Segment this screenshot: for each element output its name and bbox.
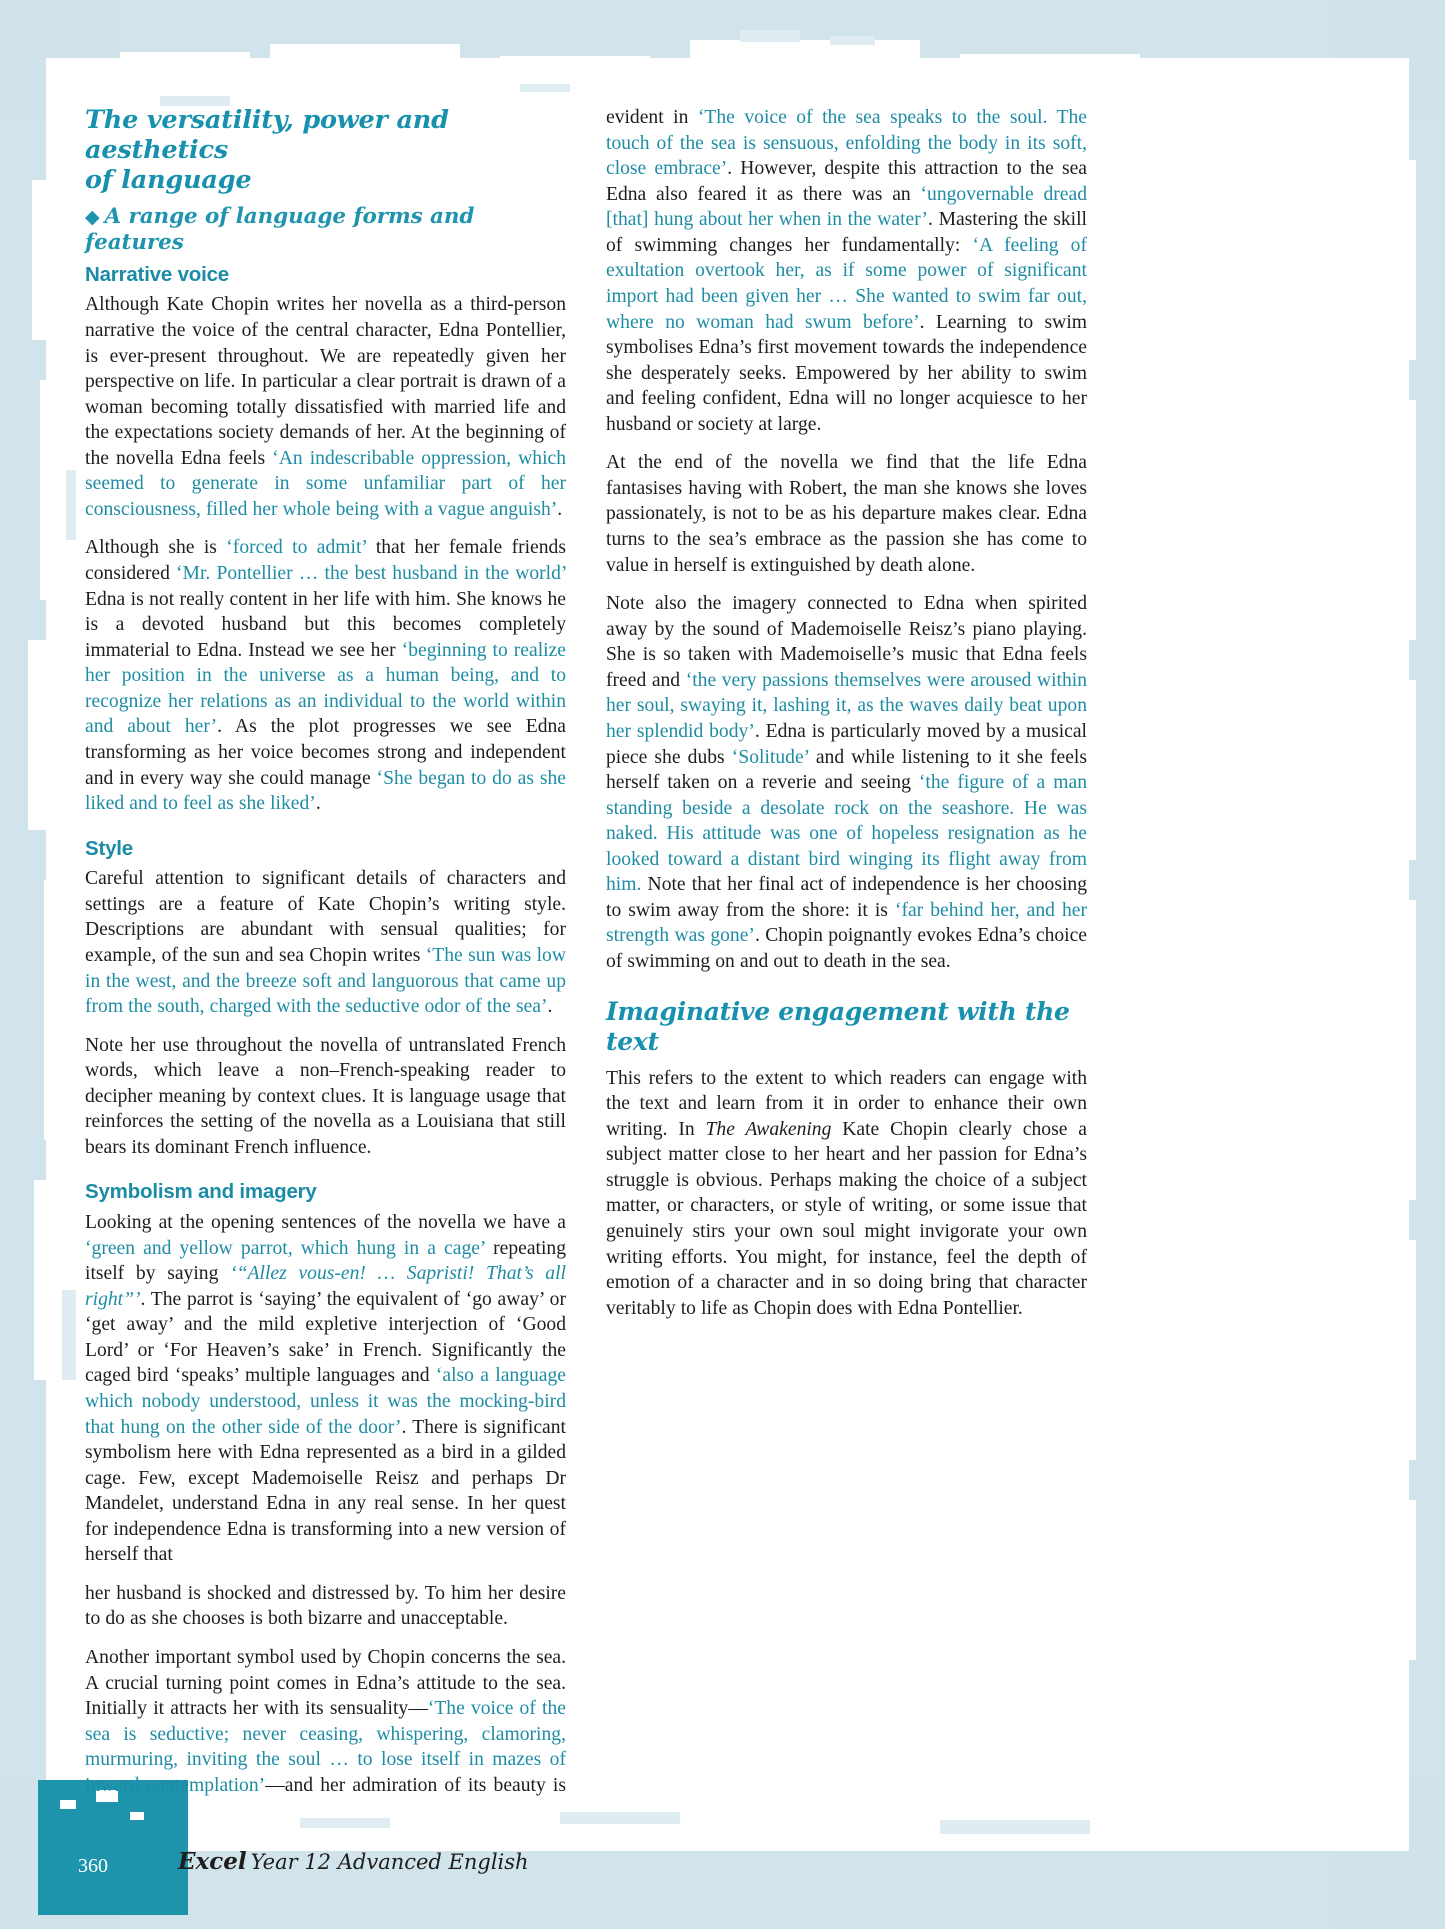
heading-symbolism: Symbolism and imagery xyxy=(85,1180,317,1204)
quote-run: ‘forced to admit’ xyxy=(226,537,367,559)
text-run: Another important symbol used by Chopin concerns the sea. A crucial turning point comes in Edna’s attitude to the sea. Initially it attracts her with its sensuality— xyxy=(85,1647,566,1720)
quote-run: ‘She began to do as she liked and to feel as she liked’ xyxy=(85,767,567,815)
text-run: Although Kate Chopin writes her novella as a third-person narrative the voice of the central character, Edna Pontellier, is ever-present throughout. We are repeatedly given her perspective on life. In particular a clear portrait is drawn of a woman becoming totally dissatisfied with married life and the expectations society demands of her. At the beginning of the novella Edna feels xyxy=(85,294,566,469)
paper-edge-fleck xyxy=(66,470,76,540)
text-run: repeating itself by saying xyxy=(85,1237,566,1285)
text-run: her husband is shocked and distressed by. To him her desire to do as she chooses is both bizarre and unacceptable. xyxy=(85,1582,566,1630)
footer-notch xyxy=(60,1800,76,1809)
paper-edge-fleck xyxy=(560,1812,680,1824)
paper-edge-fleck xyxy=(940,1820,1090,1834)
title-italic-run: The Awakening xyxy=(705,1118,832,1140)
paper-edge-fleck xyxy=(740,30,800,42)
heading-style: Style xyxy=(85,836,133,860)
footer-series: Year 12 Advanced English xyxy=(250,1850,529,1874)
paper-edge-left xyxy=(40,380,60,600)
paragraph xyxy=(606,450,1087,578)
text-run: that her female friends considered xyxy=(85,537,566,585)
page-title-line2: of language xyxy=(85,165,252,196)
paper-edge-top xyxy=(690,40,920,66)
heading-narrative-voice: Narrative voice xyxy=(85,262,230,286)
paper-edge-left xyxy=(32,180,58,340)
section-subtitle-label: A range of language forms and features xyxy=(85,204,475,256)
text-run: . Chopin poignantly evokes Edna’s choice of swimming on and out to death in the sea. xyxy=(606,925,1088,972)
paragraph xyxy=(85,1033,566,1161)
paper-edge-top xyxy=(500,56,650,70)
text-run: Careful attention to significant details of characters and settings are a feature of Kate Chopin’s writing style. Descriptions are abundant with sensual qualities; for example, of the sun and sea Chopin writes xyxy=(85,868,566,966)
page-number: 360 xyxy=(78,1855,108,1877)
section-subtitle xyxy=(85,204,566,256)
paper-edge-top xyxy=(960,54,1140,70)
paper-edge-left xyxy=(44,880,62,1140)
paper-edge-right xyxy=(1392,160,1416,360)
paper-edge-left xyxy=(46,1420,62,1590)
quote-run: ‘green and yellow parrot, which hung in a cage’ xyxy=(85,1237,486,1259)
text-run: This refers to the extent to which readers can engage with the text and learn from it in order to enhance their own writing. In xyxy=(606,1067,1087,1140)
quote-run: ‘the very passions themselves were aroused within her soul, swaying it, lashing it, as the waves daily beat upon her splendid body’ xyxy=(606,669,1087,742)
footer-title xyxy=(178,1848,529,1875)
paper-edge-right xyxy=(1400,900,1416,1200)
paragraph xyxy=(606,1066,1087,1322)
paragraph xyxy=(85,535,566,816)
paper-edge-right xyxy=(1386,680,1416,860)
paper-edge-left xyxy=(28,640,58,830)
quote-run: ‘The voice of the sea is seductive; never ceasing, whispering, clamoring, murmuring, inviting the soul … to lose itself in mazes of inward contemplation’ xyxy=(85,1698,566,1796)
paper-edge-right xyxy=(1398,400,1416,640)
quote-run: ‘also a language which nobody understood, unless it was the mocking-bird that hung on the other side of the door’ xyxy=(85,1365,566,1438)
text-run: . xyxy=(557,498,563,520)
quote-run: ‘beginning to realize her position in the universe as a human being, and to recognize her relations as an individual to the world within and about her’ xyxy=(85,639,566,738)
quote-run: ‘ungovernable dread [that] hung about her when in the water’ xyxy=(606,183,1087,231)
text-run: . There is significant symbolism here with Edna represented as a bird in a gilded cage. Few, except Mademoiselle Reisz and perhaps Dr Mandelet, understand Edna in any real sense. In her quest for independence Edna is transforming into a new version of herself that xyxy=(85,1416,566,1566)
text-run: and while listening to it she feels herself taken on a reverie and seeing xyxy=(606,746,1088,794)
quote-run: ‘A feeling of exultation overtook her, as if some power of significant import had been given her … She wanted to swim far out, where no woman had swum before’ xyxy=(606,234,1088,333)
paper-edge-fleck xyxy=(300,1818,390,1828)
heading-imaginative-engagement: Imaginative engagement with the text xyxy=(606,996,1070,1056)
paragraph xyxy=(606,591,1087,974)
paragraph xyxy=(85,292,566,522)
quote-run: ‘An indescribable oppression, which seemed to generate in some unfamiliar part of her consciousness, filled her whole being with a vague anguish’ xyxy=(85,447,567,520)
paper-edge-left xyxy=(34,1180,60,1380)
text-run: Edna is not really content in her life with him. She knows he is a devoted husband but this becomes completely immaterial to Edna. Instead we see her xyxy=(85,588,566,661)
paper-edge-right xyxy=(1390,1240,1416,1460)
quote-run: ‘far behind her, and her strength was gone’ xyxy=(606,899,1087,947)
paper-edge-fleck xyxy=(830,36,875,45)
page-title xyxy=(85,105,566,195)
text-run: Note her use throughout the novella of untranslated French words, which leave a non–French-speaking reader to decipher meaning by context clues. It is language usage that reinforces the setting of the novella as a Louisiana that still bears its dominant French influence. xyxy=(85,1034,566,1158)
paragraph xyxy=(85,1581,566,1632)
paper-edge-right xyxy=(1402,1500,1416,1660)
paper-edge-fleck xyxy=(62,1290,76,1380)
article-body xyxy=(85,105,1087,1805)
quote-run: ‘The voice of the sea speaks to the soul. The touch of the sea is sensuous, enfolding the body in its soft, close embrace’ xyxy=(606,107,1088,180)
text-run: Note that her final act of independence is her choosing to swim away from the shore: it is xyxy=(606,874,1087,921)
footer-brand: Excel xyxy=(178,1848,247,1875)
quote-run: ‘Solitude’ xyxy=(731,746,809,768)
paper-edge-top xyxy=(120,52,250,70)
diamond-bullet-icon: ◆ xyxy=(85,206,100,229)
text-run: Note also the imagery connected to Edna when spirited away by the sound of Mademoiselle Reisz’s piano playing. She is so taken with Mademoiselle’s music that Edna feels freed and xyxy=(606,593,1087,691)
text-run: Although she is xyxy=(85,537,227,559)
paragraph xyxy=(85,1210,566,1568)
text-run: Looking at the opening sentences of the novella we have a xyxy=(85,1212,566,1234)
paper-edge-top xyxy=(270,44,460,66)
text-run: Kate Chopin clearly chose a subject matter close to her heart and her passion for Edna’s struggle is obvious. Perhaps making the choice of a subject matter, or characters, or style of writing, or some issue that genuinely stirs your own soul might invigorate your own writing efforts. You might, for instance, feel the depth of emotion of a character and in so doing bring that character veritably to life as Chopin does with Edna Pontellier. xyxy=(606,1118,1087,1319)
quote-run: ‘the figure of a man standing beside a desolate rock on the seashore. He was naked. His attitude was one of hopeless resignation as he looked toward a distant bird winging its flight away from him. xyxy=(606,772,1087,896)
quote-run: ‘Mr. Pontellier … the best husband in the world’ xyxy=(176,563,566,585)
page-title-line1: The versatility, power and aesthetics xyxy=(85,105,449,166)
footer-notch xyxy=(130,1812,144,1820)
text-run: . xyxy=(547,996,553,1018)
paper-edge-bottom xyxy=(1150,1792,1340,1812)
text-run: . Edna is particularly moved by a musical piece she dubs xyxy=(606,720,1087,768)
text-run: . Learning to swim symbolises Edna’s first movement towards the independence she desperately seeks. Empowered by her ability to swim and feeling confident, Edna will no longer acquiesce to her husband or society at large. xyxy=(606,311,1088,435)
paper-edge-top xyxy=(1170,62,1290,74)
paper-edge-fleck xyxy=(520,84,570,92)
text-run: At the end of the novella we find that the life Edna fantasises having with Robert, the man she knows she loves passionately, is not to be as his departure makes clear. Edna turns to the sea’s embrace as the passion she has come to value in herself is extinguished by death alone. xyxy=(606,452,1087,576)
text-run: —and her admiration of its beauty is evident in xyxy=(265,107,698,1796)
text-run: . The parrot is ‘saying’ the equivalent of ‘go away’ or ‘get away’ and the mild expletive interjection of ‘Good Lord’ or ‘For Heaven’s sake’ in French. Significantly the caged bird ‘speaks’ multiple languages and xyxy=(85,1288,566,1387)
text-run: . As the plot progresses we see Edna transforming as her voice becomes strong and independent and in every way she could manage xyxy=(85,716,566,789)
text-run: . However, despite this attraction to the sea Edna also feared it as there was an xyxy=(606,158,1087,205)
text-run: . xyxy=(315,793,321,815)
quote-run-italic: ‘“Allez vous-en! … Sapristi! That’s all right”’ xyxy=(85,1263,566,1310)
paragraph xyxy=(85,866,566,1019)
quote-run: ‘The sun was low in the west, and the breeze soft and languorous that came up from the south, charged with the seductive odor of the sea’ xyxy=(85,944,566,1018)
text-run: . Mastering the skill of swimming changes her fundamentally: xyxy=(606,209,1087,256)
